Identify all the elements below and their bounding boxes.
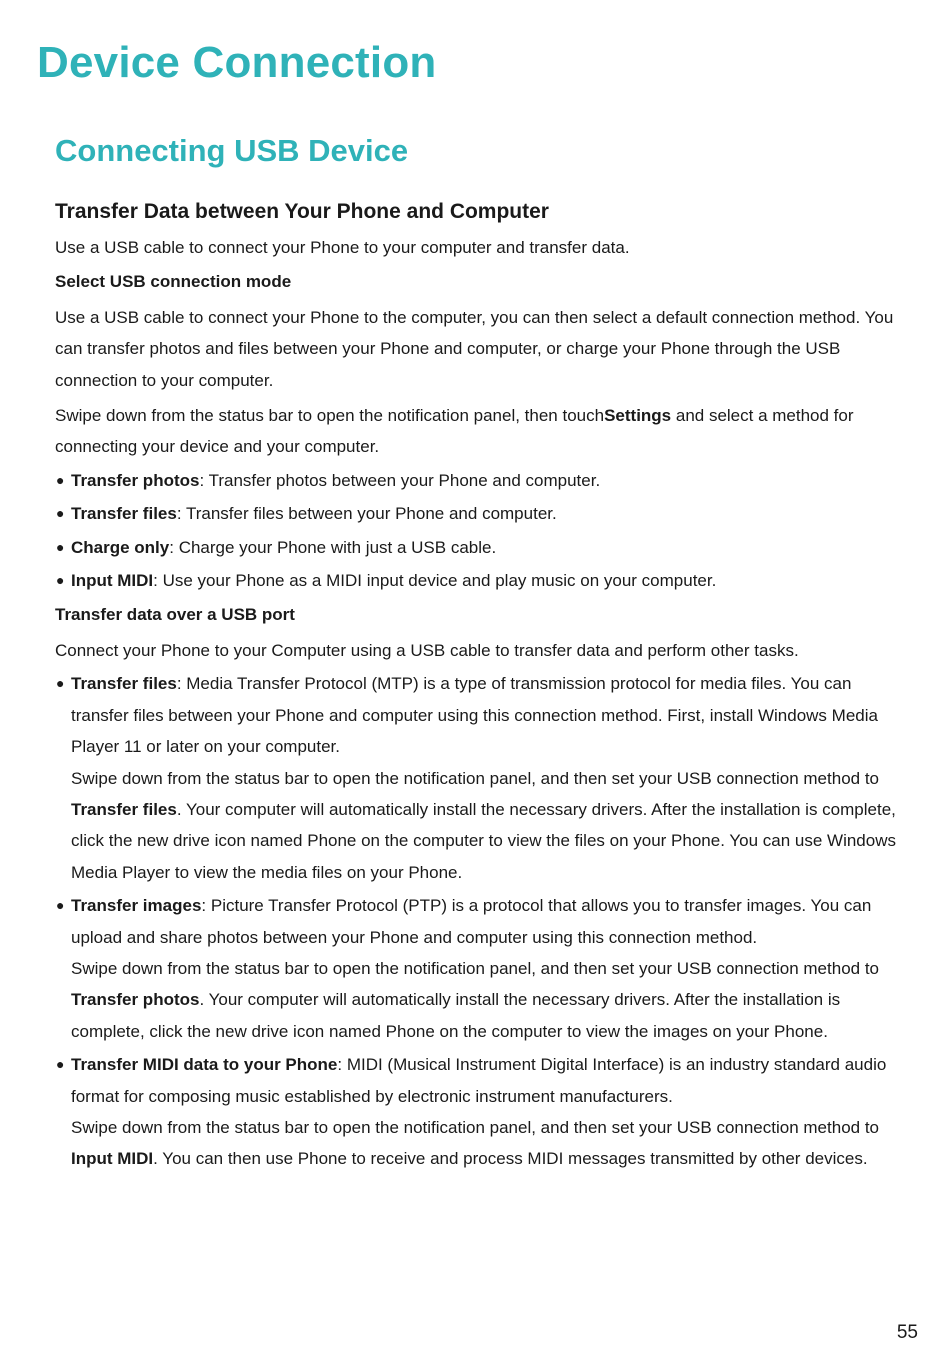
subsection-title: Transfer Data between Your Phone and Computer <box>55 200 549 223</box>
connection-mode-list <box>55 465 900 597</box>
bullet-icon: ● <box>56 572 65 589</box>
page-number: 55 <box>896 1322 918 1343</box>
select-mode-heading: Select USB connection mode <box>55 272 292 292</box>
bullet-icon: ● <box>56 505 65 522</box>
list-item: ● Transfer files: Media Transfer Protocol (MTP) is a type of transmission protocol for media files. You can transfer files between your Phone and computer using this connection method. First, install Windows Media Player 11 or later on your computer. Swipe down from the status bar to open the notification panel, and then set your USB connection method to Transfer files. Your computer will automatically install the necessary drivers. After the installation is complete, click the new drive icon named Phone on the computer to view the files on your Phone. You can use Windows Media Player to view the media files on your Phone. <box>55 668 900 888</box>
chapter-title: Device Connection <box>37 38 437 87</box>
bullet-icon: ● <box>56 471 65 488</box>
usb-port-list <box>55 668 900 1175</box>
select-mode-instruction: Swipe down from the status bar to open the notification panel, then touchSettings and select a method for connecting your device and your computer. <box>55 406 854 457</box>
bullet-icon: ● <box>56 538 65 555</box>
bullet-icon: ● <box>56 675 65 692</box>
select-mode-paragraph: Use a USB cable to connect your Phone to the computer, you can then select a default connection method. You can transfer photos and files between your Phone and computer, or charge your Phone through the USB connection to your computer. <box>55 307 894 390</box>
settings-term: Settings <box>604 406 672 426</box>
list-item: ● Transfer images: Picture Transfer Protocol (PTP) is a protocol that allows you to transfer images. You can upload and share photos between your Phone and computer using this connection method. Swipe down from the status bar to open the notification panel, and then set your USB connection method to Transfer photos. Your computer will automatically install the necessary drivers. After the installation is complete, click the new drive icon named Phone on the computer to view the images on your Phone. <box>55 890 900 1047</box>
usb-port-intro: Connect your Phone to your Computer using a USB cable to transfer data and perform other tasks. <box>55 640 799 660</box>
bullet-icon: ● <box>56 897 65 914</box>
list-item: ● Transfer photos: Transfer photos between your Phone and computer. <box>55 465 900 496</box>
list-item: ● Transfer files: Transfer files between your Phone and computer. <box>55 498 900 529</box>
list-item: ● Transfer MIDI data to your Phone: MIDI (Musical Instrument Digital Interface) is an industry standard audio format for composing music established by electronic instrument manufacturers. Swipe down from the status bar to open the notification panel, and then set your USB connection method to Input MIDI. You can then use Phone to receive and process MIDI messages transmitted by other devices. <box>55 1049 900 1175</box>
page-content <box>55 196 900 1175</box>
list-item: ● Input MIDI: Use your Phone as a MIDI input device and play music on your computer. <box>55 565 900 596</box>
section-title: Connecting USB Device <box>55 133 409 168</box>
usb-port-heading: Transfer data over a USB port <box>55 605 295 625</box>
intro-paragraph: Use a USB cable to connect your Phone to your computer and transfer data. <box>55 238 630 257</box>
list-item: ● Charge only: Charge your Phone with just a USB cable. <box>55 532 900 563</box>
bullet-icon: ● <box>56 1056 65 1073</box>
